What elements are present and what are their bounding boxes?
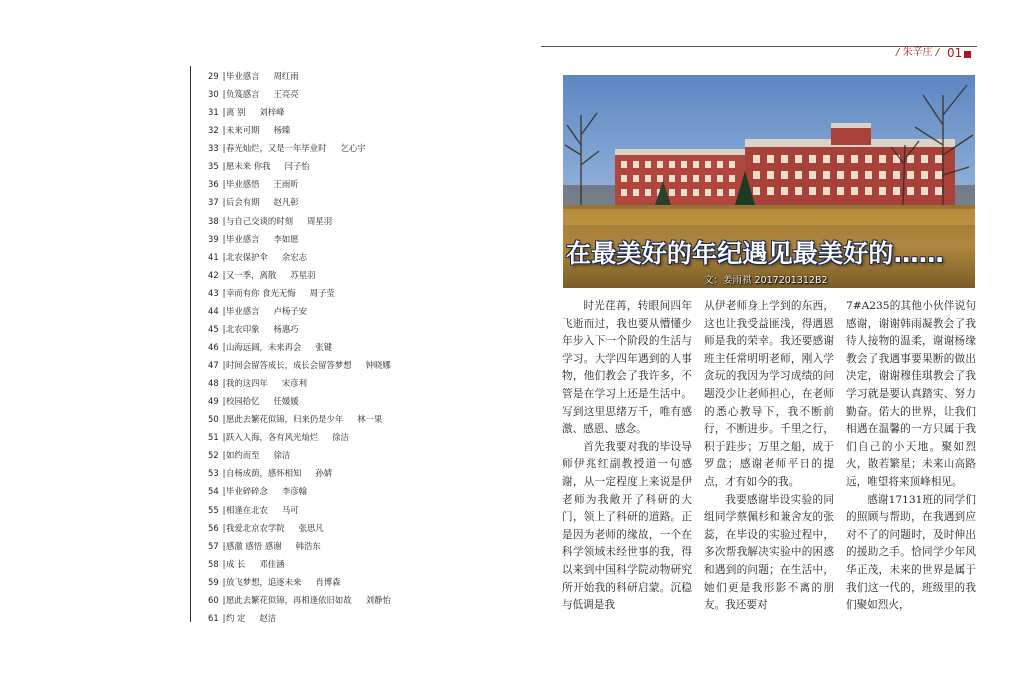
toc-separator: |: [222, 468, 226, 479]
toc-page-number: 38: [208, 215, 219, 226]
toc-page-number: 39: [208, 233, 219, 244]
article-column-3: [846, 298, 976, 615]
toc-separator: |: [222, 486, 226, 497]
page-marker-square: [964, 51, 971, 58]
toc-separator: |: [222, 540, 226, 551]
toc-entry[interactable]: [208, 392, 538, 410]
toc-entry[interactable]: [208, 157, 538, 175]
toc-author: 孙婧: [315, 468, 333, 479]
running-head-text: 朱辛庄: [902, 47, 933, 58]
toc-author: 钟晓娜: [365, 360, 391, 370]
toc-author: 杨惠巧: [273, 323, 299, 334]
toc-separator: |: [222, 432, 226, 443]
article-paragraph: 首先我要对我的毕设导师伊兆红副教授道一句感谢，从一定程度上来说是伊老师为我敞开了科研的大门，领上了科研的道路。正是因为老师的缘故，一个在科学领域未经世事的我，得以来到中国科学院动物研究所开始我的科研启蒙。沉稳与低调是我: [562, 440, 692, 612]
toc-title: 北农印象: [226, 323, 260, 334]
table-of-contents: [208, 67, 538, 627]
toc-entry[interactable]: [208, 85, 538, 103]
toc-author: 苏星羽: [290, 269, 316, 280]
toc-entry[interactable]: [208, 284, 538, 302]
toc-separator: |: [222, 143, 226, 154]
toc-author: 周红雨: [273, 71, 299, 81]
article-column-1: [562, 298, 692, 615]
toc-entry[interactable]: [208, 446, 538, 464]
toc-separator: |: [222, 341, 226, 352]
toc-page-number: 55: [208, 504, 219, 515]
page-number: 01: [947, 46, 963, 60]
toc-page-number: 57: [208, 540, 219, 551]
toc-author: 李彦翰: [281, 486, 307, 497]
toc-divider-line: [190, 66, 191, 622]
toc-separator: |: [222, 504, 226, 515]
toc-page-number: 49: [208, 396, 219, 407]
toc-title: 后会有期: [226, 197, 260, 208]
toc-page-number: 61: [208, 612, 219, 623]
toc-entry[interactable]: [208, 482, 538, 500]
toc-author: 杨臻: [273, 125, 291, 136]
toc-entry[interactable]: [208, 374, 538, 392]
toc-author: 李如愿: [273, 233, 299, 244]
toc-title: 离 别: [226, 107, 246, 118]
toc-title: 约 定: [226, 612, 246, 623]
toc-author: 刘梓峰: [259, 107, 285, 118]
toc-separator: |: [222, 251, 226, 262]
toc-title: 春光灿烂，又是一年毕业时: [226, 143, 327, 154]
toc-title: 如约而至: [226, 450, 260, 461]
toc-title: 愿此去繁花似锦，归来仍是少年: [226, 414, 344, 425]
toc-separator: |: [222, 197, 226, 208]
toc-separator: |: [222, 414, 226, 425]
toc-page-number: 48: [208, 378, 219, 389]
toc-title: 感激 感悟 感谢: [226, 540, 282, 551]
toc-separator: |: [222, 305, 226, 316]
toc-title: 毕业感言: [226, 305, 260, 316]
toc-author: 卢杨子安: [273, 305, 307, 316]
toc-entry[interactable]: [208, 103, 538, 121]
toc-title: 放飞梦想，追逐未来: [226, 576, 302, 587]
toc-title: 我的这四年: [226, 378, 268, 389]
toc-title: 负笈感言: [226, 89, 260, 100]
toc-title: 未来可期: [226, 125, 260, 136]
toc-entry[interactable]: [208, 519, 538, 537]
toc-entry[interactable]: [208, 555, 538, 573]
toc-title: 跃入人海，各有风光灿烂: [226, 432, 319, 443]
toc-page-number: 52: [208, 450, 219, 461]
toc-author: 马可: [281, 504, 299, 515]
toc-title: 相逢在北农: [226, 504, 268, 515]
toc-author: 林一果: [357, 414, 383, 425]
toc-entry[interactable]: [208, 175, 538, 193]
toc-page-number: 51: [208, 432, 219, 443]
toc-separator: |: [222, 89, 226, 100]
toc-entry[interactable]: [208, 609, 538, 627]
toc-author: 赵洁: [259, 612, 277, 623]
toc-page-number: 32: [208, 125, 219, 136]
toc-title: 山海远阔，未来再会: [226, 341, 302, 352]
toc-separator: |: [222, 215, 226, 226]
article-headline: 在最美好的年纪遇见最美好的……: [566, 239, 945, 268]
toc-page-number: 50: [208, 414, 219, 425]
toc-author: 王亮亮: [273, 89, 299, 100]
toc-author: 任媛媛: [273, 396, 299, 407]
toc-separator: |: [222, 269, 226, 280]
toc-separator: |: [222, 107, 226, 118]
toc-author: 肖博森: [315, 576, 341, 587]
toc-page-number: 30: [208, 89, 219, 100]
article-paragraph: 我要感谢毕设实验的同组同学蔡佩杉和兼舍友的张蕊，在毕设的实验过程中，多次帮我解决实验中的困惑和遇到的问题；在生活中，她们更是我形影不离的朋友。我还要对: [704, 493, 834, 612]
toc-title: 愿此去繁花似锦，再相逢依旧如故: [226, 594, 352, 605]
toc-separator: |: [222, 360, 226, 370]
toc-author: 张思凡: [298, 522, 324, 533]
toc-author: 闫子怡: [284, 161, 310, 172]
toc-entry[interactable]: [208, 501, 538, 519]
toc-page-number: 37: [208, 197, 219, 208]
toc-separator: |: [222, 558, 226, 569]
toc-author: 乞心宇: [340, 143, 366, 154]
toc-entry[interactable]: [208, 356, 538, 374]
toc-entry[interactable]: [208, 266, 538, 284]
toc-separator: |: [222, 396, 226, 407]
toc-title: 毕业感言: [226, 233, 260, 244]
toc-title: 又一季，离散: [226, 269, 277, 280]
toc-separator: |: [222, 576, 226, 587]
article-paragraph: 从伊老师身上学到的东西，这也让我受益匪浅，得遇恩师是我的荣幸。我还要感谢班主任常明明老师，刚入学贪玩的我因为学习成绩的问题没少让老师担心，在老师的悉心教导下，我不断前行，不断进步。千里之行，积于跬步；万里之船，成于罗盘；感谢老师平日的提点，才有如今的我。: [704, 300, 834, 488]
toc-title: 幸而有你 食光无悔: [226, 287, 296, 298]
toc-separator: |: [222, 125, 226, 136]
toc-author: 余宏志: [281, 251, 307, 262]
toc-author: 张键: [315, 341, 333, 352]
toc-page-number: 42: [208, 269, 219, 280]
toc-page-number: 43: [208, 287, 219, 298]
toc-page-number: 47: [208, 360, 219, 370]
toc-page-number: 46: [208, 341, 219, 352]
toc-author: 王雨昕: [273, 179, 299, 190]
toc-author: 宋彦利: [281, 378, 307, 389]
toc-page-number: 35: [208, 161, 219, 172]
toc-title: 校园拾忆: [226, 396, 260, 407]
toc-separator: |: [222, 522, 226, 533]
toc-page-number: 54: [208, 486, 219, 497]
toc-title: 时间会留答成长，成长会留答梦想: [226, 360, 352, 370]
toc-title: 成 长: [226, 558, 246, 569]
toc-author: 徐洁: [332, 432, 349, 443]
toc-entry[interactable]: [208, 464, 538, 482]
toc-author: 刘静怡: [365, 594, 391, 605]
article-column-2: [704, 298, 834, 615]
toc-page-number: 45: [208, 323, 219, 334]
toc-separator: |: [222, 450, 226, 461]
toc-entry[interactable]: [208, 193, 538, 211]
article-paragraph: 感谢17131班的同学们的照顾与帮助，在我遇到应对不了的问题时，及时伸出的援助之手。恰同学少年风华正茂，未来的世界是属于我们这一代的，班级里的我们聚如烈火，: [846, 493, 976, 612]
toc-separator: |: [222, 161, 226, 172]
toc-author: 徐洁: [273, 450, 291, 461]
toc-page-number: 44: [208, 305, 219, 316]
toc-page-number: 36: [208, 179, 219, 190]
toc-title: 毕业感言: [226, 71, 260, 81]
toc-entry[interactable]: [208, 428, 538, 446]
toc-author: 周子莹: [309, 287, 335, 298]
toc-entry[interactable]: [208, 121, 538, 139]
article-byline: 文：姜雨祺 2017201312B2: [704, 275, 828, 286]
toc-page-number: 59: [208, 576, 219, 587]
toc-page-number: 53: [208, 468, 219, 479]
toc-entry[interactable]: [208, 410, 538, 428]
toc-entry[interactable]: [208, 139, 538, 157]
toc-entry[interactable]: [208, 320, 538, 338]
toc-title: 毕业碎碎念: [226, 486, 268, 497]
toc-page-number: 33: [208, 143, 219, 154]
toc-separator: |: [222, 233, 226, 244]
toc-entry[interactable]: [208, 230, 538, 248]
toc-entry[interactable]: [208, 212, 538, 230]
toc-page-number: 41: [208, 251, 219, 262]
toc-page-number: 31: [208, 107, 219, 118]
toc-page-number: 56: [208, 522, 219, 533]
toc-separator: |: [222, 323, 226, 334]
toc-page-number: 29: [208, 71, 219, 81]
toc-title: 自杨成荫，感怀相知: [226, 468, 302, 479]
toc-page-number: 60: [208, 594, 219, 605]
toc-entry[interactable]: [208, 573, 538, 591]
toc-author: 赵凡彰: [273, 197, 299, 208]
toc-separator: |: [222, 612, 226, 623]
toc-author: 韩浩东: [295, 540, 321, 551]
toc-entry[interactable]: [208, 537, 538, 555]
toc-title: 毕业感悟: [226, 179, 260, 190]
article-paragraph: 7#A235的其他小伙伴说句感谢，谢谢韩雨凝教会了我待人接物的温柔，谢谢杨缘教会了我遇事要果断的做出决定，谢谢穆佳琪教会了我学习就是要认真踏实、努力勤奋。偌大的世界，让我们相遇在温馨的一方只属于我们自己的小天地。聚如烈火，散若繁星；未来山高路远，唯望将来顶峰相见。: [846, 300, 976, 488]
toc-author: 邓佳涵: [259, 558, 285, 569]
toc-entry[interactable]: [208, 591, 538, 609]
toc-separator: |: [222, 378, 226, 389]
toc-separator: |: [222, 179, 226, 190]
toc-author: 周星羽: [307, 215, 333, 226]
toc-title: 愿未来 你我: [226, 161, 271, 172]
running-head: / 朱辛庄 /: [896, 47, 940, 58]
toc-entry[interactable]: [208, 248, 538, 266]
toc-separator: |: [222, 287, 226, 298]
toc-separator: |: [222, 594, 226, 605]
toc-entry[interactable]: [208, 338, 538, 356]
toc-title: 北农保护伞: [226, 251, 268, 262]
toc-separator: |: [222, 71, 226, 81]
article-paragraph: 时光荏苒，转眼间四年飞逝而过，我也要从懵懂少年步入下一个阶段的生活与学习。大学四年遇到的人事物，他们教会了我许多，不管是在学习上还是生活中。写到这里思绪万千，唯有感激、感恩、感念。: [562, 300, 692, 436]
toc-entry[interactable]: [208, 302, 538, 320]
toc-entry[interactable]: [208, 67, 538, 85]
toc-page-number: 58: [208, 558, 219, 569]
toc-title: 我爱北京农学院: [226, 522, 285, 533]
toc-title: 与自己交谈的时刻: [226, 215, 293, 226]
